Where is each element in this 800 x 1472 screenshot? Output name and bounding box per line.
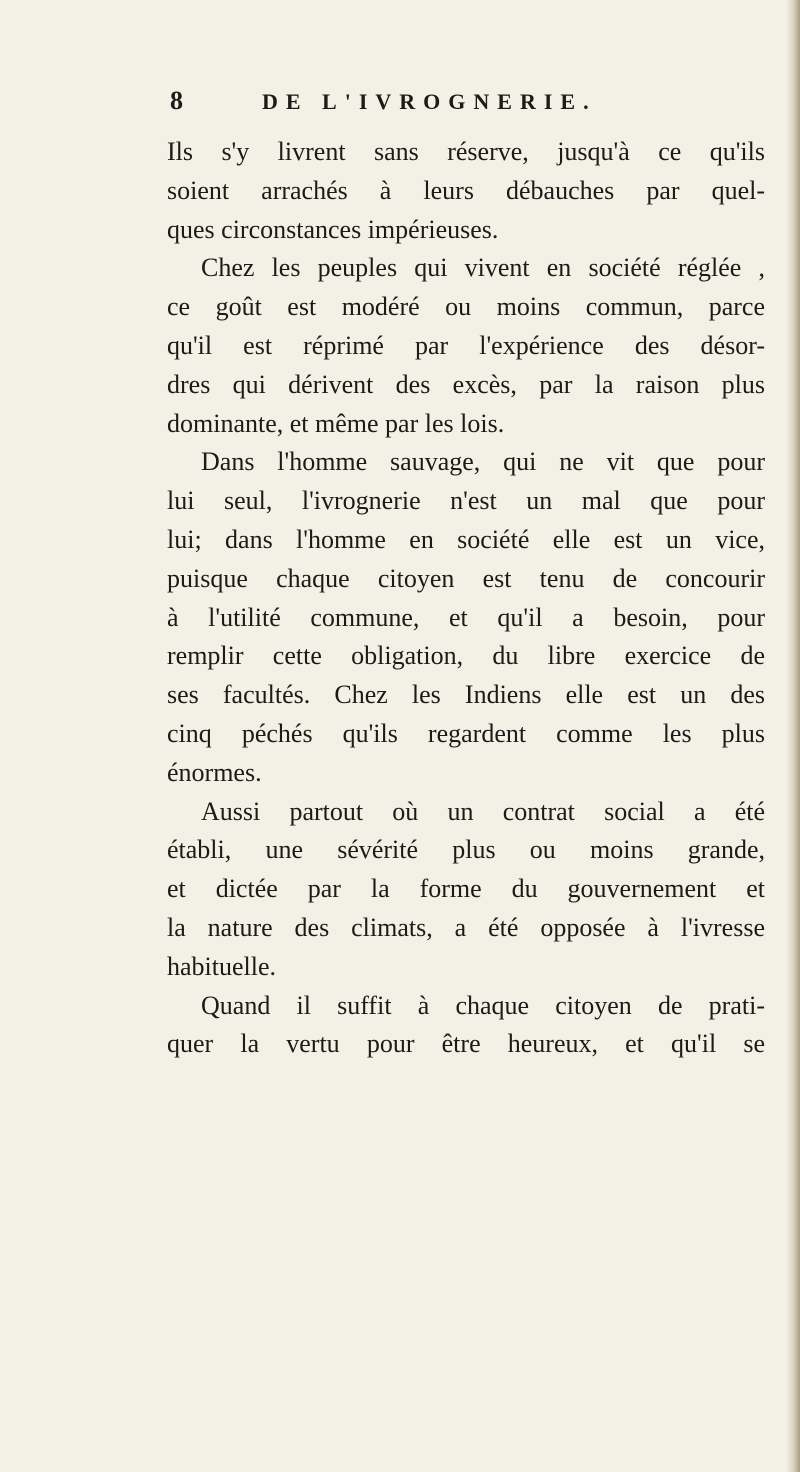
text-line: à l'utilité commune, et qu'il a besoin, pour bbox=[167, 602, 765, 632]
text-line: ses facultés. Chez les Indiens elle est un des bbox=[167, 680, 765, 710]
text-line: énormes. bbox=[167, 757, 262, 787]
text-line: lui seul, l'ivrognerie n'est un mal que pour bbox=[167, 486, 765, 516]
page-header bbox=[170, 88, 710, 118]
running-head: DE L'IVROGNERIE. bbox=[262, 89, 597, 114]
text-line: qu'il est réprimé par l'expérience des désor- bbox=[167, 330, 765, 360]
text-line: établi, une sévérité plus ou moins grande, bbox=[167, 835, 765, 865]
text-line: Quand il suffit à chaque citoyen de prati- bbox=[201, 990, 765, 1020]
text-line: dominante, et même par les lois. bbox=[167, 408, 505, 438]
text-line: Ils s'y livrent sans réserve, jusqu'à ce qu'ils bbox=[167, 137, 765, 166]
text-line: dres qui dérivent des excès, par la raison plus bbox=[167, 369, 765, 399]
text-line: Aussi partout où un contrat social a été bbox=[201, 796, 765, 826]
text-line: quer la vertu pour être heureux, et qu'il se bbox=[167, 1029, 765, 1059]
text-line: soient arrachés à leurs débauches par quel- bbox=[167, 175, 765, 205]
text-line: remplir cette obligation, du libre exercice de bbox=[167, 641, 765, 671]
text-line: ques circonstances impérieuses. bbox=[167, 214, 499, 244]
page-number: 8 bbox=[170, 86, 183, 115]
text-line: ce goût est modéré ou moins commun, parce bbox=[167, 292, 765, 322]
text-line: lui; dans l'homme en société elle est un vice, bbox=[167, 524, 765, 554]
text-line: Chez les peuples qui vivent en société réglée , bbox=[201, 253, 765, 283]
text-line: la nature des climats, a été opposée à l'ivresse bbox=[167, 912, 765, 942]
body-text bbox=[167, 133, 765, 1064]
text-line: puisque chaque citoyen est tenu de concourir bbox=[167, 563, 765, 593]
text-line: cinq péchés qu'ils regardent comme les plus bbox=[167, 718, 765, 748]
text-line: habituelle. bbox=[167, 951, 277, 981]
text-line: Dans l'homme sauvage, qui ne vit que pour bbox=[201, 447, 765, 477]
text-line: et dictée par la forme du gouvernement et bbox=[167, 874, 765, 904]
page-edge-shadow bbox=[786, 0, 800, 1472]
